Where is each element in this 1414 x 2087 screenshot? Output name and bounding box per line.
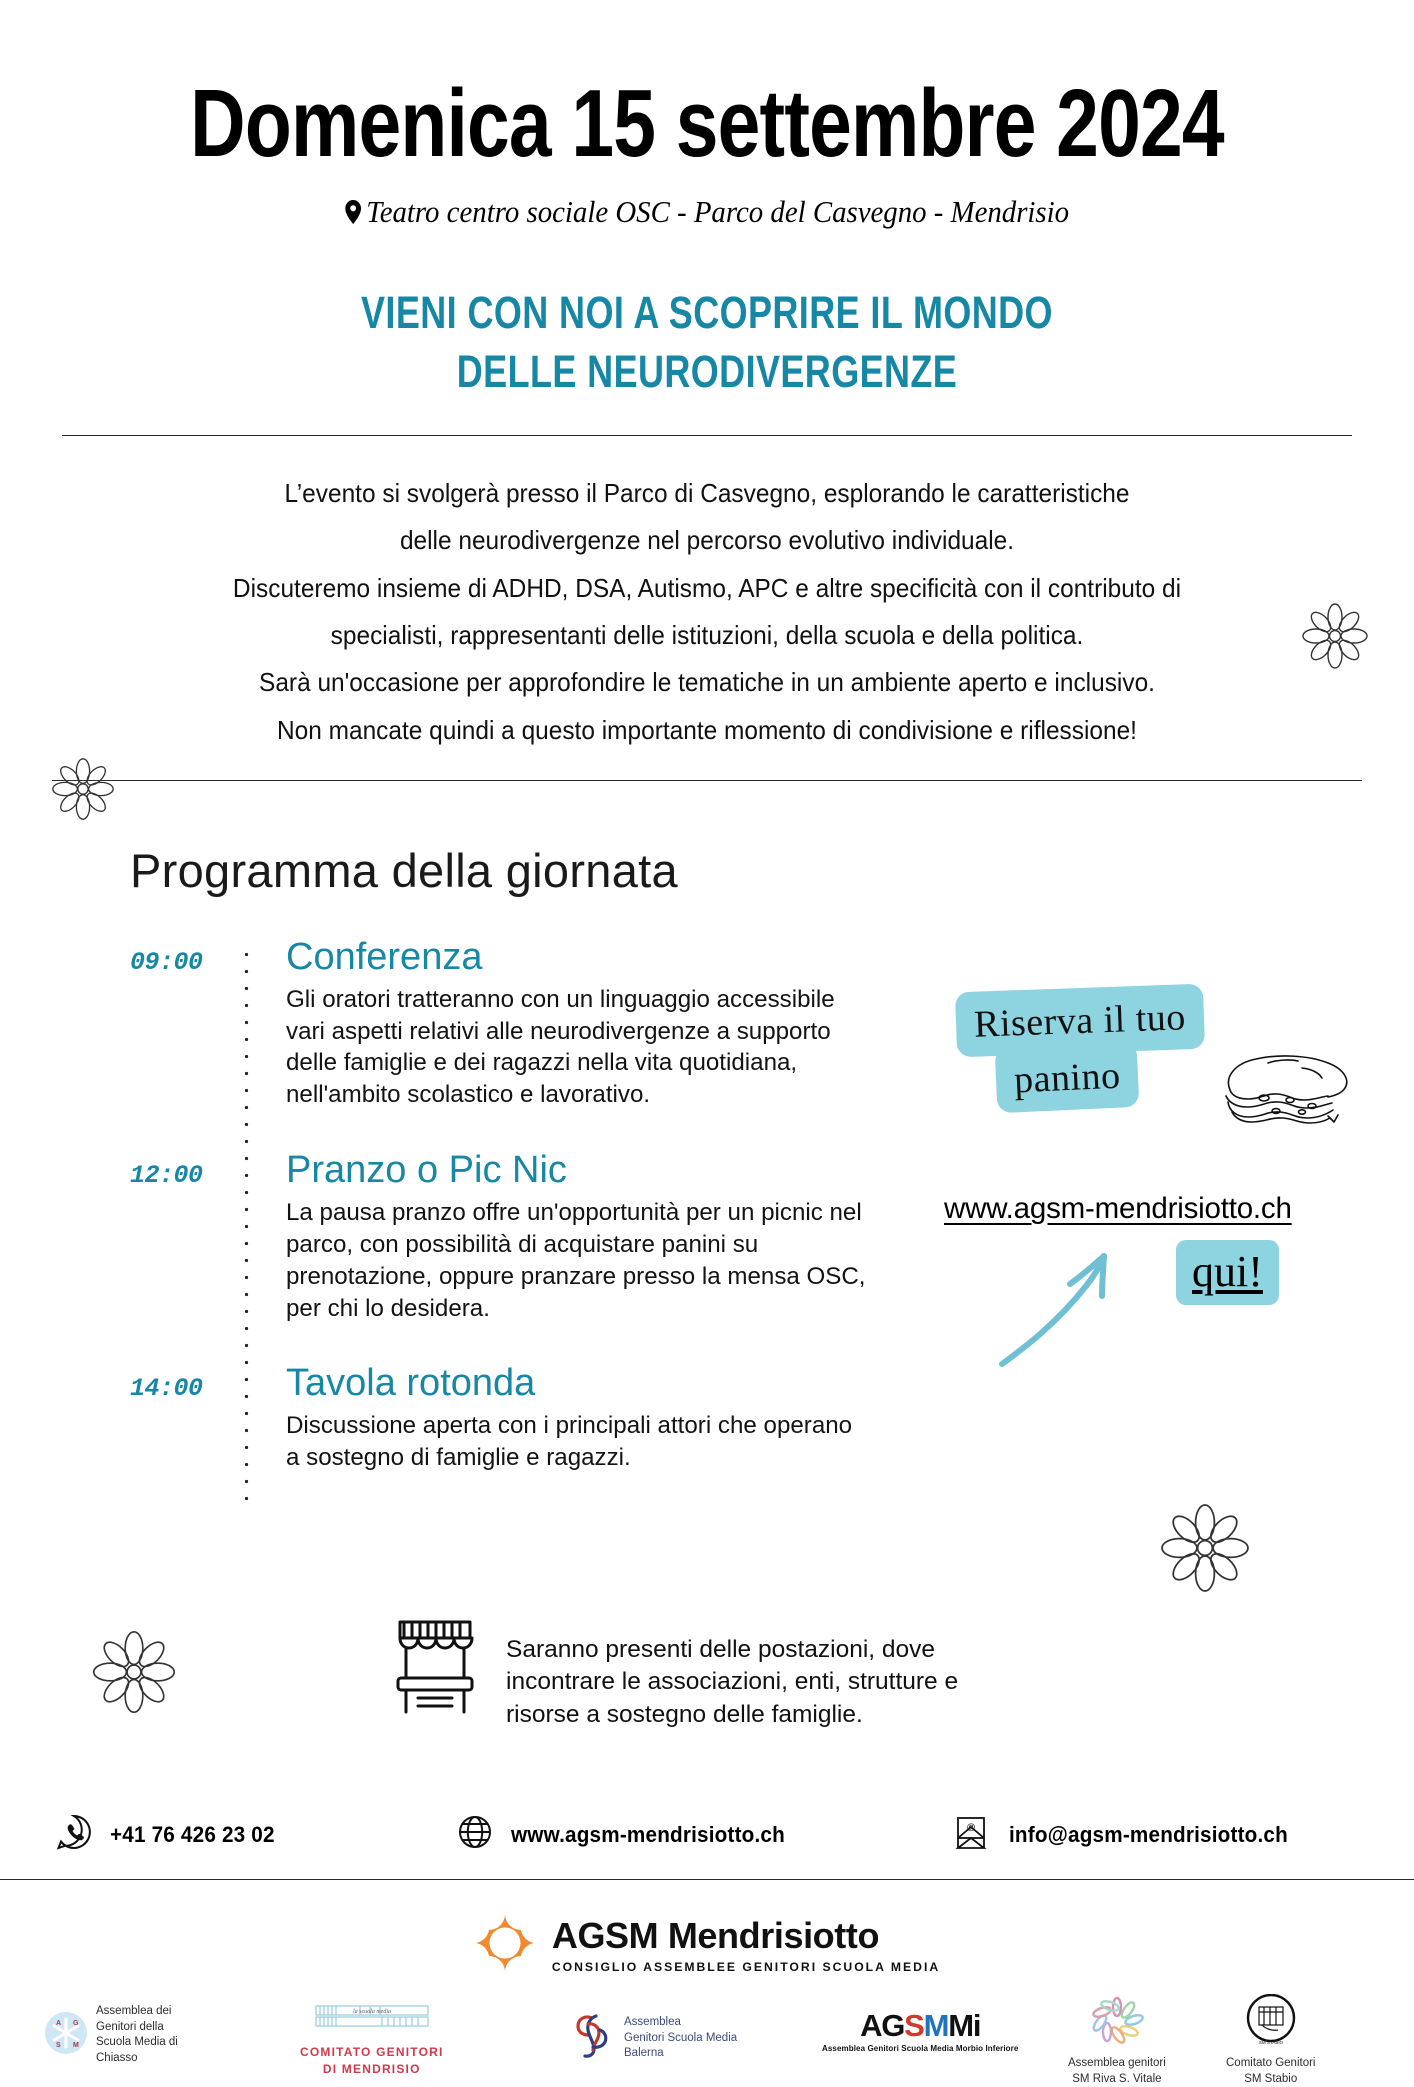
agsm-brand-name: AGSM Mendrisiotto [551, 1914, 880, 1956]
reservation-link[interactable]: www.agsm-mendrisiotto.ch [944, 1192, 1292, 1225]
sandwich-icon [1216, 1050, 1348, 1135]
partner-line: Scuola Media di [96, 2036, 178, 2049]
schedule-item-heading: Pranzo o Pic Nic [286, 1149, 567, 1192]
desc-line: delle famiglie e dei ragazzi nella vita quotidiana, [286, 1049, 798, 1077]
stall-note-text [506, 1616, 958, 1731]
riva-san-vitale-flower-logo [1082, 1994, 1152, 2051]
partner-line: Genitori della [96, 2020, 164, 2033]
schedule-item-body [244, 1364, 861, 1474]
headline [141, 284, 1272, 401]
stabio-seal-logo [1242, 1994, 1300, 2051]
schedule-item-body [244, 1151, 874, 1324]
partner-line: Genitori Scuola Media [624, 2031, 738, 2044]
schedule-item-time: 12:00 [130, 1161, 203, 1191]
intro-line: Discuteremo insieme di ADHD, DSA, Autismo, APC e altre specificità con il contributo di [232, 572, 1182, 603]
reserve-tag-line-1: Riserva il tuo [955, 984, 1205, 1057]
curved-arrow-icon [994, 1238, 1144, 1373]
agsm-star-logo [474, 1912, 536, 1979]
agsm-brand-text [551, 1914, 941, 1974]
intro-line: Non mancate quindi a questo importante momento di condivisione e riflessione! [277, 714, 1137, 745]
partner-line: Balerna [624, 2047, 664, 2060]
intro-line: delle neurodivergenze nel percorso evolutivo individuale. [399, 525, 1015, 556]
desc-line: La pausa pranzo offre un'opportunità per un picnic nel [286, 1199, 862, 1227]
schedule-item-heading: Conferenza [286, 935, 483, 978]
agsm-brand [0, 1912, 1414, 1979]
flower-outline-icon [90, 1628, 178, 1721]
reserve-tag-line-2: panino [995, 1042, 1140, 1113]
page-title: Domenica 15 settembre 2024 [190, 70, 1224, 177]
desc-line: nell'ambito scolastico e lavorativo. [286, 1081, 651, 1109]
partner-line: Comitato Genitori [1226, 2057, 1316, 2069]
flower-outline-icon [1158, 1501, 1252, 1600]
contact-bar [0, 1812, 1414, 1857]
desc-line: Gli oratori tratteranno con un linguaggio accessibile [286, 985, 835, 1013]
panino-callout [944, 988, 1388, 1296]
headline-line-1: VIENI CON NOI A SCOPRIRE IL MONDO [361, 287, 1053, 338]
svg-text:M: M [73, 2041, 79, 2049]
partner-line: DI MENDRISIO [322, 2062, 421, 2077]
svg-text:la scuola media: la scuola media [352, 2009, 391, 2015]
partner-line: SM Riva S. Vitale [1072, 2072, 1162, 2085]
stall-note [392, 1616, 958, 1731]
desc-line: prenotazione, oppure pranzare presso la mensa OSC, [286, 1262, 866, 1290]
svg-text:SM STABIO: SM STABIO [1258, 2040, 1283, 2045]
partner-balerna [570, 2010, 737, 2067]
partner-stabio-text [1226, 2056, 1315, 2087]
divider-bottom [52, 780, 1362, 781]
schedule-item [130, 1364, 1414, 1474]
qui-button[interactable]: qui! [1176, 1240, 1279, 1305]
phone-icon [56, 1814, 92, 1855]
desc-line: Discussione aperta con i principali attori che operano [286, 1412, 853, 1440]
desc-line: a sostegno di famiglie e ragazzi. [286, 1444, 631, 1472]
partner-morbio-text: Assemblea Genitori Scuola Media Morbio Inferiore [822, 2044, 1019, 2053]
partner-riva-san-vitale [1068, 1994, 1166, 2087]
svg-text:@: @ [966, 1822, 976, 1832]
partner-line: Assemblea [624, 2016, 681, 2029]
intro-line: Sarà un'occasione per approfondire le tematiche in un ambiente aperto e inclusivo. [259, 667, 1155, 698]
partner-line: Assemblea genitori [1068, 2057, 1166, 2069]
map-pin-icon [345, 196, 361, 232]
partner-line: Assemblea dei [96, 2005, 172, 2017]
contact-phone[interactable] [56, 1814, 289, 1855]
stall-line: risorse a sostegno delle famiglie. [506, 1700, 863, 1728]
svg-text:G: G [73, 2019, 79, 2027]
schedule-item-description [286, 1197, 866, 1324]
market-stall-icon [392, 1616, 478, 1719]
agsm-brand-subtitle: CONSIGLIO ASSEMBLEE GENITORI SCUOLA MEDIA [551, 1959, 941, 1974]
envelope-icon [951, 1812, 991, 1857]
intro-line: L’evento si svolgerà presso il Parco di Casvegno, esplorando le caratteristiche [284, 478, 1130, 508]
svg-text:A: A [56, 2019, 62, 2027]
partner-line: SM Stabio [1244, 2072, 1298, 2085]
partner-chiasso-text [96, 2004, 178, 2066]
globe-icon [457, 1814, 493, 1855]
schedule-item-time: 09:00 [130, 947, 203, 977]
flower-outline-icon [1300, 601, 1370, 676]
desc-line: per chi lo desidera. [286, 1294, 490, 1322]
stall-line: Saranno presenti delle postazioni, dove [506, 1636, 936, 1663]
contact-website[interactable] [457, 1814, 809, 1855]
contact-email[interactable] [951, 1812, 1312, 1857]
partner-line: COMITATO GENITORI [300, 2045, 444, 2059]
intro-line: specialisti, rappresentanti delle istituzioni, della scuola e della politica. [330, 619, 1084, 650]
schedule-item-heading: Tavola rotonda [286, 1362, 536, 1405]
schedule-item-body [244, 935, 843, 1111]
partner-balerna-text [624, 2015, 737, 2062]
phone-number: +41 76 426 23 02 [110, 1821, 275, 1847]
mendrisio-school-logo [312, 2000, 432, 2041]
event-location-text: Teatro centro sociale OSC - Parco del Casvegno - Mendrisio [366, 194, 1070, 229]
partner-logos [0, 1994, 1414, 2085]
program-title: Programma della giornata [130, 843, 678, 897]
event-location [49, 194, 1364, 232]
chiasso-snowflake-logo [44, 2011, 88, 2060]
poster-root [0, 70, 1414, 2085]
flower-outline-icon [50, 756, 116, 827]
partner-morbio [822, 2010, 1018, 2053]
email-address: info@agsm-mendrisiotto.ch [1008, 1821, 1288, 1847]
desc-line: parco, con possibilità di acquistare panini su [286, 1230, 759, 1258]
divider-top [62, 435, 1352, 436]
partner-mendrisio [300, 2000, 444, 2079]
partner-mendrisio-text [300, 2044, 444, 2079]
schedule-item-time: 14:00 [130, 1374, 203, 1404]
intro-paragraph [181, 470, 1234, 754]
partner-chiasso [44, 2004, 178, 2066]
desc-line: vari aspetti relativi alle neurodivergenze a supporto [286, 1017, 831, 1045]
footer-divider [0, 1879, 1414, 1880]
partner-line: Chiasso [96, 2051, 138, 2064]
partner-riva-text [1068, 2056, 1166, 2087]
svg-text:S: S [56, 2041, 61, 2049]
agsmmi-wordmark-logo: AGSMMi [860, 2008, 981, 2043]
stall-line: incontrare le associazioni, enti, strutture e [506, 1668, 959, 1696]
partner-stabio [1226, 1994, 1315, 2087]
schedule-item-description [286, 1410, 852, 1474]
website-url: www.agsm-mendrisiotto.ch [511, 1821, 785, 1847]
balerna-gb-logo [570, 2010, 616, 2067]
schedule-item-description [286, 984, 835, 1111]
headline-line-2: DELLE NEURODIVERGENZE [456, 345, 958, 397]
